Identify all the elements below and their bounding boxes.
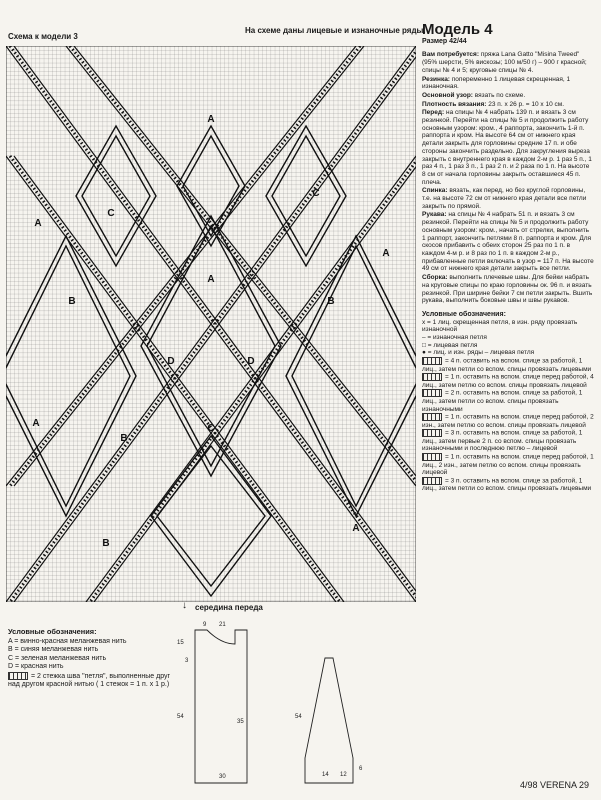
cable-symbol-icon <box>422 477 442 485</box>
pattern-diagrams <box>175 618 420 788</box>
instructions-column <box>422 21 594 493</box>
dimension-label: 35 <box>237 719 244 725</box>
paragraph-label: Спинка: <box>422 187 448 195</box>
chart-zone-label: C <box>107 208 115 219</box>
left-legend-title: Условные обозначения: <box>8 627 97 636</box>
chart-zone-label: B <box>68 296 76 307</box>
paragraph-text: на спицы № 4 набрать 139 п. и вязать 3 см резинкой. Перейти на спицы № 5 и продолжить работу основным узором: кром., 4 раппорта, закончить 1-й п. раппорта и кром. На высоте 64 см от нижнего края детали закрыть для горловины средние 17 п. и обе стороны закончить раздельно. Для закругления выреза закрыть с внутреннего края в каждом 2-м р. 1 раз 5 п., 1 раз 4 п., 1 раз 3 п., 1 раз 2 п. и 2 раза по 1 п. На высоте 8 см от начала горловины закрыть оставшиеся 45 п. плеча. <box>422 109 592 186</box>
dimension-label: 14 <box>322 772 329 778</box>
cable-symbol-icon <box>422 453 442 461</box>
left-legend-line: B = синяя меланжевая нить <box>8 646 99 654</box>
cable-symbol-icon <box>422 373 442 381</box>
instruction-paragraph <box>422 109 594 186</box>
right-legend-line: □ = лицевая петля <box>422 341 478 349</box>
right-legend-line: = 1 п. оставить на вспом. спице перед работой, 2 изн., затем петлю со вспом. спицы провязать лицевой <box>422 413 594 429</box>
right-legend-line: = 2 п. оставить на вспом. спице за работой, 1 лиц., затем петли со вспом. спицы провязать изнаночными <box>422 390 583 413</box>
stitch-symbol-icon <box>8 672 28 680</box>
instruction-paragraph <box>422 51 594 74</box>
paragraph-label: Основной узор: <box>422 91 473 99</box>
cable-symbol-icon <box>422 357 442 365</box>
paragraph-label: Вам потребуется: <box>422 51 479 59</box>
left-legend-line: A = винно-красная меланжевая нить <box>8 637 127 645</box>
size-line: Размер 42/44 <box>422 37 467 45</box>
instruction-paragraph <box>422 92 594 100</box>
paragraph-text: пряжа Lana Gatto "Misina Tweed" (95% шерсти, 5% вискозы; 100 м/50 г) – 900 г красной; спицы № 4 и 5; круговые спицы № 4. <box>422 51 587 74</box>
right-legend <box>422 311 594 493</box>
right-legend-line: = 1 п. оставить на вспом. спице перед работой, 4 лиц., затем петлю со вспом. спицы провязать лицевой <box>422 373 594 389</box>
instruction-paragraph <box>422 211 594 273</box>
left-legend-line: = 2 стежка шва "петля", выполненные друг над другом красной нитью ( 1 стежок = 1 п. x 1 р.) <box>8 672 171 689</box>
right-legend-line: ● = лиц. и изн. ряды – лицевая петля <box>422 349 535 357</box>
chart-zone-label: B <box>120 433 128 444</box>
chart-zone-label: A <box>382 248 390 259</box>
knitting-chart <box>6 46 416 602</box>
chart-zone-label: D <box>167 356 175 367</box>
chart-zone-label: A <box>352 523 360 534</box>
right-legend-line: = 1 п. оставить на вспом. спице перед работой, 1 лиц., 2 изн., затем петлю со вспом. спицы провязать лицевой <box>422 453 594 477</box>
paragraph-text: вязать, как перед, но без круглой горловины, т.е. на высоте 72 см от нижнего края детали все петли закрыть по прямой. <box>422 187 587 210</box>
chart-note: На схеме даны лицевые и изнаночные ряды. <box>245 26 426 35</box>
chart-zone-label: B <box>327 296 335 307</box>
chart-zone-label: B <box>102 538 110 549</box>
right-legend-title: Условные обозначения: <box>422 310 506 318</box>
center-front-label: середина переда <box>195 603 263 612</box>
right-legend-lines <box>422 319 594 494</box>
right-legend-line: – = изнаночная петля <box>422 334 487 342</box>
dimension-label: 54 <box>177 714 184 720</box>
chart-zone-label: D <box>247 356 255 367</box>
instruction-paragraph <box>422 76 594 91</box>
chart-zone-label: A <box>207 274 215 285</box>
instruction-paragraph <box>422 274 594 305</box>
paragraph-label: Плотность вязания: <box>422 100 487 108</box>
cable-symbol-icon <box>422 389 442 397</box>
right-legend-line: x = 1 лиц. скрещенная петля, в изн. ряду провязать изнаночной <box>422 318 578 334</box>
dimension-label: 54 <box>295 714 302 720</box>
paragraph-label: Рукава: <box>422 211 447 219</box>
left-legend <box>8 628 173 690</box>
page-footer: 4/98 VERENA 29 <box>519 780 589 790</box>
right-legend-line: = 3 п. оставить на вспом. спице за работой, 1 лиц., затем петли со вспом. спицы провязать лицевыми <box>422 477 592 493</box>
chart-zone-label: C <box>312 188 320 199</box>
dimension-label: 21 <box>219 622 226 628</box>
paragraph-label: Перед: <box>422 109 445 117</box>
front-pattern-outline <box>195 630 247 783</box>
instructions-text <box>422 51 594 305</box>
chart-zone-label: A <box>207 114 215 125</box>
dimension-label: 3 <box>185 658 189 664</box>
dimension-label: 9 <box>203 622 207 628</box>
cable-symbol-icon <box>422 429 442 437</box>
paragraph-text: на спицы № 4 набрать 51 п. и вязать 3 см резинкой. Перейти на спицы № 5 и продолжить работу основным узором: кром., начать от стрелки, выполнить 1 раппорт, закончить петлями 8 п. раппорта и кром. Для скосов прибавить с обеих сторон 25 раз по 1 п. в каждом 4-м р. и 8 раз по 1 п. в каждом 2-м р., прибавленные петли включать в узор = 117 п. На высоте 49 см от нижнего края детали закрыть все петли. <box>422 211 594 273</box>
left-legend-line: D = красная нить <box>8 663 64 671</box>
right-legend-line: = 4 п. оставить на вспом. спице за работой, 1 лиц., затем петли со вспом. спицы провязать лицевыми <box>422 357 592 373</box>
sleeve-pattern-outline <box>305 658 353 783</box>
arrow-down-icon: ↓ <box>182 600 187 611</box>
left-legend-line: C = зеленая меланжевая нить <box>8 654 107 662</box>
instruction-paragraph <box>422 187 594 210</box>
instruction-paragraph <box>422 101 594 109</box>
paragraph-label: Сборка: <box>422 274 448 282</box>
cable-symbol-icon <box>422 413 442 421</box>
paragraph-text: вязать по схеме. <box>472 91 526 99</box>
chart-title: Схема к модели 3 <box>8 32 78 41</box>
paragraph-label: Резинка: <box>422 75 450 83</box>
paragraph-text: выполнить плечевые швы. Для бейки набрать на круговые спицы по краю горловины ок. 96 п. и вязать резинкой. При ширине бейки 7 см петли закрыть. Вшить рукава, выполнить боковые швы и швы рукавов. <box>422 274 593 305</box>
dimension-label: 30 <box>219 774 226 780</box>
chart-zone-label: A <box>34 218 42 229</box>
model-title: Модель 4 <box>422 21 493 38</box>
chart-zone-label: C <box>207 423 215 434</box>
dimension-label: 12 <box>340 772 347 778</box>
dimension-label: 15 <box>177 640 184 646</box>
paragraph-text: попеременно 1 лицевая скрещенная, 1 изнаночная. <box>422 75 571 91</box>
paragraph-text: 23 п. x 26 р. = 10 x 10 см. <box>486 100 565 108</box>
right-legend-line: = 3 п. оставить на вспом. спице за работой, 1 лиц., затем первые 2 п. со вспом. спицы провязать изнаночными и последнюю петлю – лицевой <box>422 430 583 453</box>
dimension-label: 6 <box>359 766 363 772</box>
chart-zone-label: A <box>32 418 40 429</box>
